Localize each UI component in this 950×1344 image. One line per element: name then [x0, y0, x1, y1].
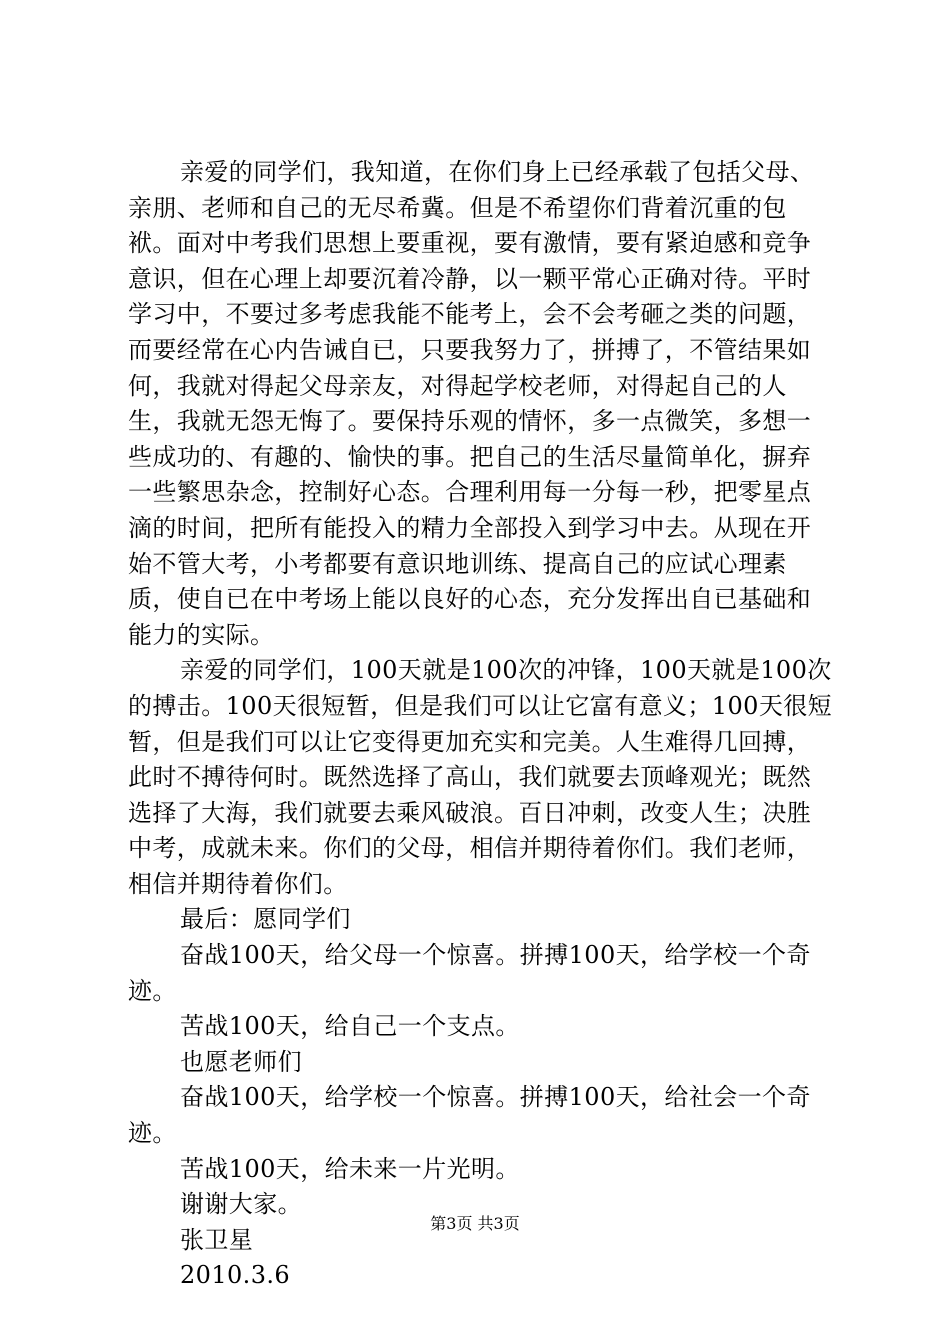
- paragraph-wish-teachers-1: 奋战100天，给学校一个惊喜。拼搏100天，给社会一个奇迹。: [128, 1083, 811, 1148]
- page-footer: [0, 1214, 950, 1234]
- paragraph-wish-teachers-heading: 也愿老师们: [180, 1047, 302, 1076]
- paragraph-wish-students-heading: 最后：愿同学们: [180, 905, 351, 934]
- author-signature: 张卫星: [180, 1225, 254, 1254]
- document-date: 2010.3.6: [180, 1261, 291, 1290]
- paragraph-exam-mindset: 亲爱的同学们，我知道，在你们身上已经承载了包括父母、亲朋、老师和自己的无尽希冀。但是不希望你们背着沉重的包袱。面对中考我们思想上要重视，要有激情，要有紧迫感和竞争意识，但在心理上却要沉着冷静，以一颗平常心正确对待。平时学习中，不要过多考虑我能不能考上，会不会考砸之类的问题，而要经常在心内告诫自已，只要我努力了，拼搏了，不管结果如何，我就对得起父母亲友，对得起学校老师，对得起自己的人生，我就无怨无悔了。要保持乐观的情怀，多一点微笑，多想一些成功的、有趣的、愉快的事。把自己的生活尽量简单化，摒弃一些繁思杂念，控制好心态。合理利用每一分每一秒，把零星点滴的时间，把所有能投入的精力全部投入到学习中去。从现在开始不管大考，小考都要有意识地训练、提高自己的应试心理素质，使自已在中考场上能以良好的心态，充分发挥出自已基础和能力的实际。: [128, 158, 815, 649]
- paragraph-hundred-days: 亲爱的同学们，100天就是100次的冲锋，100天就是100次的搏击。100天很短暂，但是我们可以让它富有意义；100天很短暂，但是我们可以让它变得更加充实和完美。人生难得几回搏，此时不搏待何时。既然选择了高山，我们就要去顶峰观光；既然选择了大海，我们就要去乘风破浪。百日冲刺，改变人生；决胜中考，成就未来。你们的父母，相信并期待着你们。我们老师，相信并期待着你们。: [128, 656, 833, 898]
- paragraph-wish-teachers-2: 苦战100天，给未来一片光明。: [180, 1154, 520, 1183]
- page-indicator: 第3页 共3页: [430, 1214, 520, 1233]
- closing-thanks: 谢谢大家。: [180, 1190, 302, 1219]
- paragraph-wish-students-2: 苦战100天，给自己一个支点。: [180, 1012, 520, 1041]
- paragraph-wish-students-1: 奋战100天，给父母一个惊喜。拼搏100天，给学校一个奇迹。: [128, 941, 811, 1005]
- document-body: [128, 155, 834, 1294]
